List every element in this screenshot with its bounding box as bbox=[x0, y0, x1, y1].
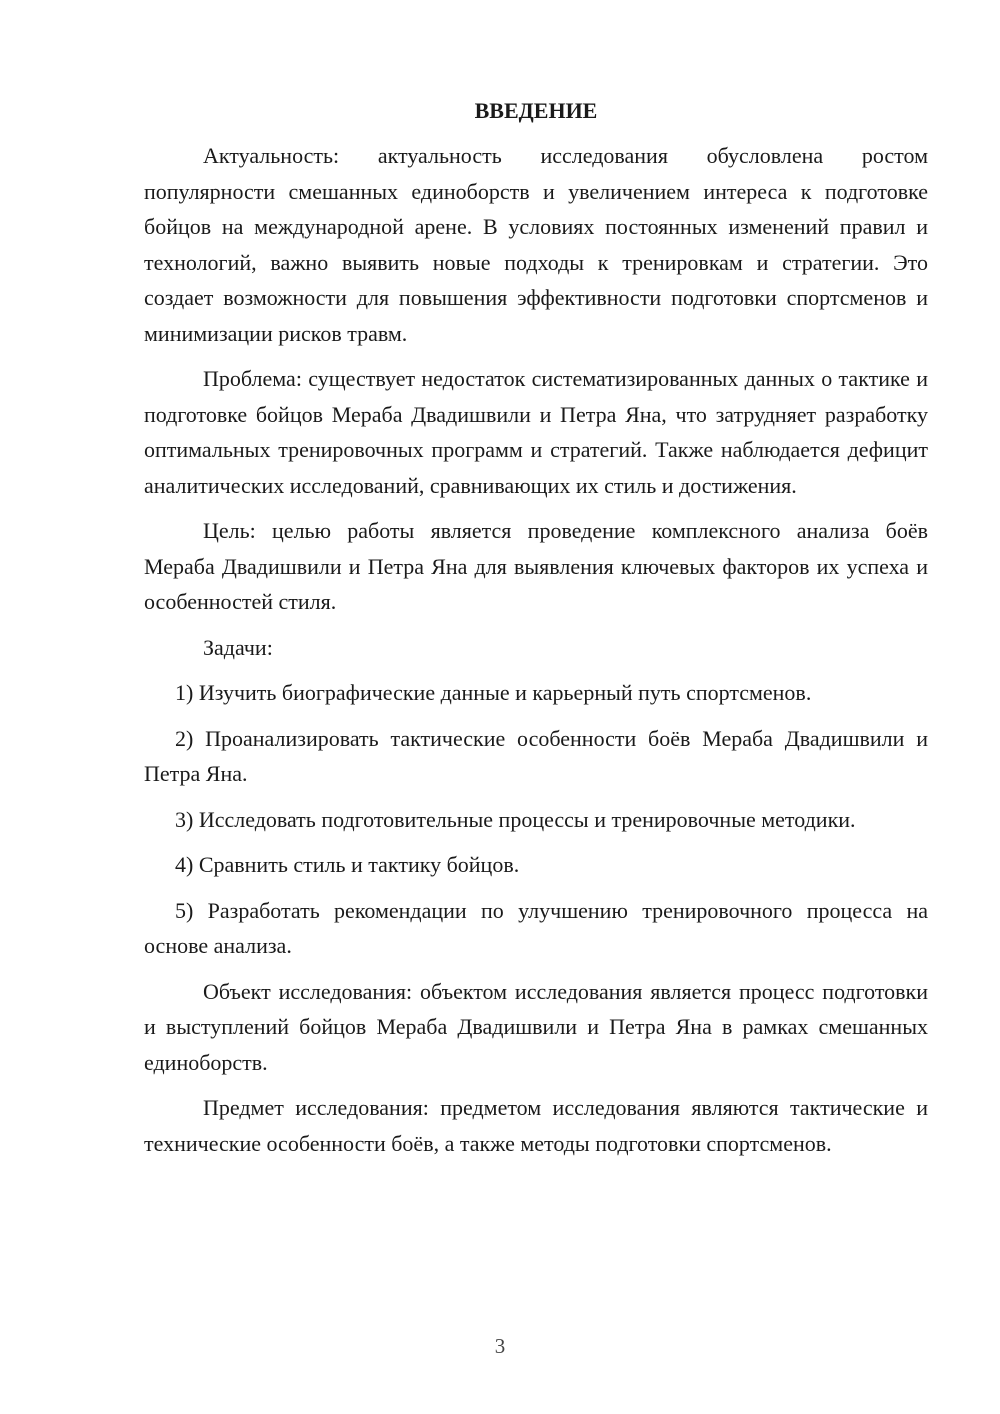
document-body bbox=[144, 93, 928, 1171]
paragraph-goal: Цель: целью работы является проведение комплексного анализа боёв Мераба Двадишвили и Петра Яна для выявления ключевых факторов их успеха и особенностей стиля. bbox=[144, 518, 928, 614]
task-item-1: 1) Изучить биографические данные и карьерный путь спортсменов. bbox=[175, 680, 812, 705]
paragraph-object: Объект исследования: объектом исследования является процесс подготовки и выступлений бойцов Мераба Двадишвили и Петра Яна в рамках смешанных единоборств. bbox=[144, 978, 928, 1075]
page-number: 3 bbox=[494, 1334, 506, 1358]
section-title: ВВЕДЕНИЕ bbox=[474, 98, 598, 123]
paragraph-relevance: Актуальность: актуальность исследования обусловлена ростом популярности смешанных единоборств и увеличением интереса к подготовке бойцов на международной арене. В условиях постоянных изменений правил и технологий, важно выявить новые подходы к тренировкам и стратегии. Это создает возможности для повышения эффективности подготовки спортсменов и минимизации рисков травм. bbox=[144, 143, 928, 346]
task-item-4: 4) Сравнить стиль и тактику бойцов. bbox=[175, 852, 520, 877]
task-item-5: 5) Разработать рекомендации по улучшению тренировочного процесса на основе анализа. bbox=[144, 897, 928, 958]
task-item-3: 3) Исследовать подготовительные процессы и тренировочные методики. bbox=[175, 806, 856, 832]
paragraph-problem: Проблема: существует недостаток систематизированных данных о тактике и подготовке бойцов Мераба Двадишвили и Петра Яна, что затрудняет разработку оптимальных тренировочных программ и стратегий. Также наблюдается дефицит аналитических исследований, сравнивающих их стиль и достижения. bbox=[144, 366, 928, 498]
task-item-2: 2) Проанализировать тактические особенности боёв Мераба Двадишвили и Петра Яна. bbox=[144, 725, 928, 786]
paragraph-subject: Предмет исследования: предметом исследования являются тактические и технические особенности боёв, а также методы подготовки спортсменов. bbox=[144, 1095, 928, 1156]
paragraph-tasks-heading: Задачи: bbox=[203, 634, 273, 660]
